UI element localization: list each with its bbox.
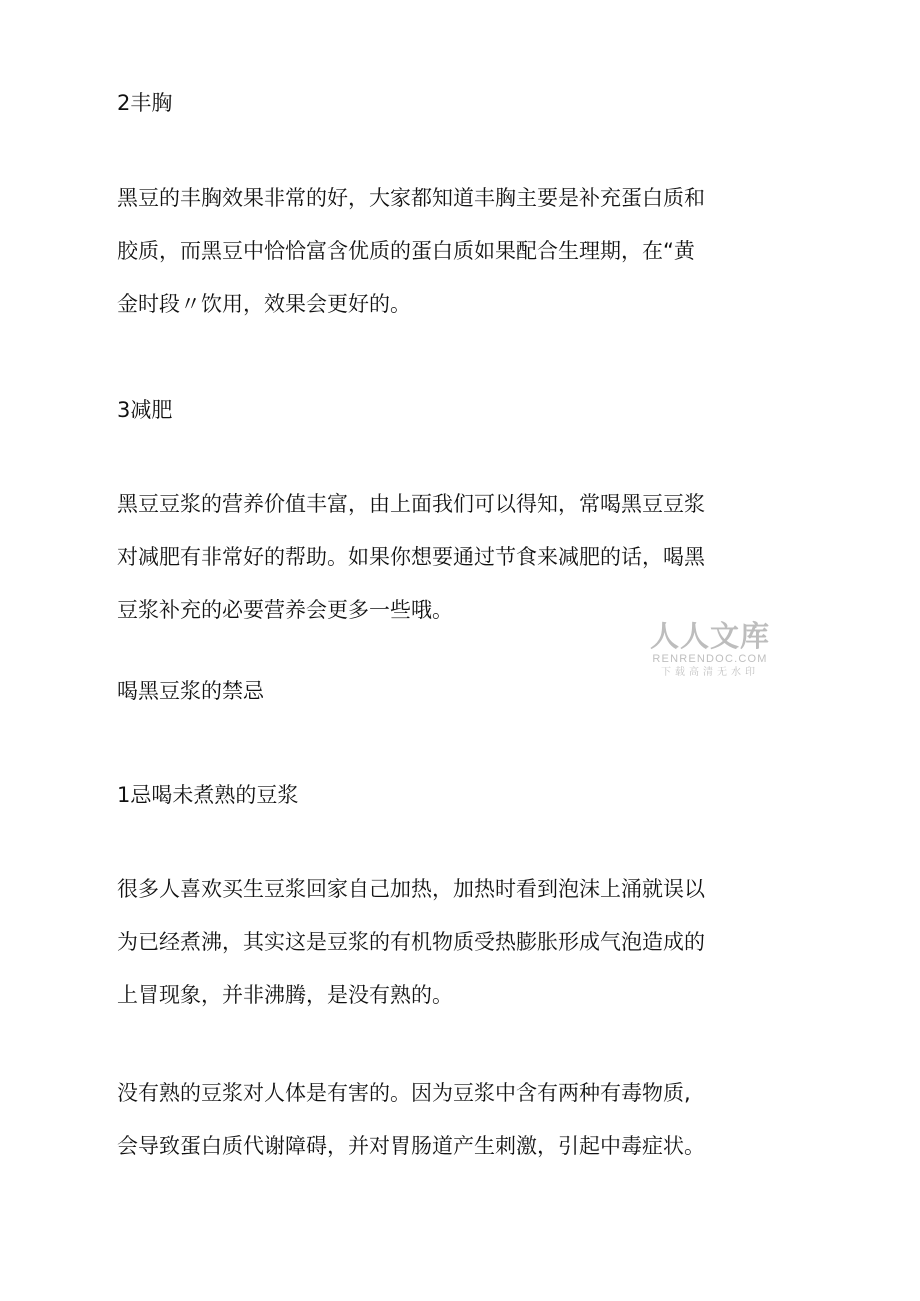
section-heading-uncooked: 1忌喝未煮熟的豆浆: [117, 783, 299, 807]
watermark-title: 人人文库: [649, 619, 770, 653]
section-heading-taboos: 喝黑豆浆的禁忌: [117, 679, 264, 703]
paragraph-line: 胶质，而黑豆中恰恰富含优质的蛋白质如果配合生理期，在“黄: [117, 239, 695, 263]
paragraph-breast: [117, 172, 777, 331]
paragraph-line: 没有熟的豆浆对人体是有害的。因为豆浆中含有两种有毒物质,: [117, 1081, 691, 1105]
paragraph-line: 黑豆豆浆的营养价值丰富，由上面我们可以得知，常喝黑豆豆浆: [117, 492, 705, 516]
paragraph-line: 豆浆补充的必要营养会更多一些哦。: [117, 598, 453, 622]
watermark-tagline: 下载高清无水印: [661, 667, 759, 678]
paragraph-line: 金时段〃饮用，效果会更好的。: [117, 292, 411, 316]
section-heading-breast: 2丰胸: [117, 91, 173, 115]
paragraph-weightloss: [117, 478, 777, 637]
paragraph-line: 对减肥有非常好的帮助。如果你想要通过节食来减肥的话，喝黑: [117, 545, 705, 569]
paragraph-line: 黑豆的丰胸效果非常的好，大家都知道丰胸主要是补充蛋白质和: [117, 186, 705, 210]
paragraph-harmful: [117, 1067, 777, 1173]
section-heading-weightloss: 3减肥: [117, 398, 173, 422]
paragraph-line: 上冒现象，并非沸腾，是没有熟的。: [117, 983, 453, 1007]
paragraph-uncooked: [117, 863, 777, 1022]
paragraph-line: 会导致蛋白质代谢障碍，并对胃肠道产生刺激，引起中毒症状。: [117, 1134, 705, 1158]
watermark-logo: [640, 620, 780, 679]
watermark-site: RENRENDOC.COM: [652, 653, 768, 665]
paragraph-line: 为已经煮沸，其实这是豆浆的有机物质受热膨胀形成气泡造成的: [117, 930, 705, 954]
paragraph-line: 很多人喜欢买生豆浆回家自己加热，加热时看到泡沫上涌就误以: [117, 877, 705, 901]
